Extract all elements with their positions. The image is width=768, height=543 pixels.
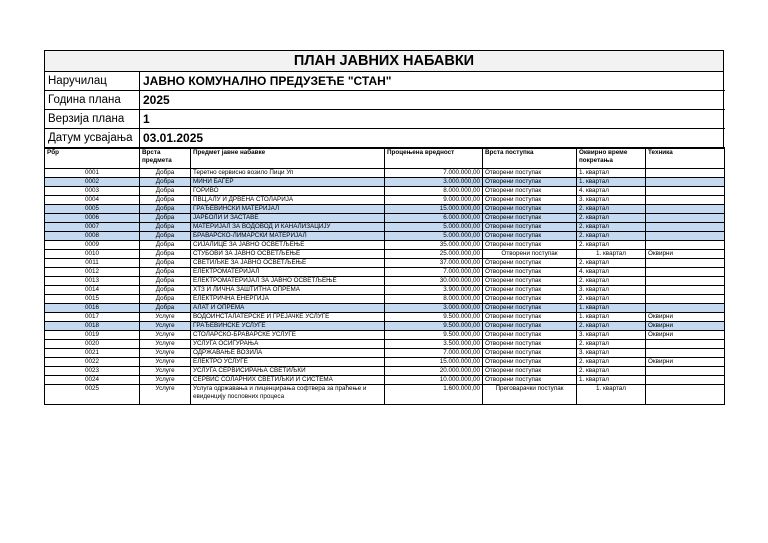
technique-cell: Оквирни [646, 313, 725, 322]
table-row [45, 178, 725, 187]
estimated-value-cell: 37.000.000,00 [385, 259, 483, 268]
procurement-subject-cell: УСЛУГА СЕРВИСИРАЊА СВЕТИЉКИ [191, 367, 385, 376]
item-type-cell: Добра [140, 187, 191, 196]
table-row [45, 196, 725, 205]
technique-cell: Оквирни [646, 250, 725, 259]
row-number-cell: 0011 [45, 259, 140, 268]
procurement-subject-cell: СИЈАЛИЦЕ ЗА ЈАВНО ОСВЕТЉЕЊЕ [191, 241, 385, 250]
table-row [45, 304, 725, 313]
procedure-type-cell: Отворени поступак [483, 214, 577, 223]
start-time-cell: 2. квартал [577, 205, 646, 214]
technique-cell [646, 205, 725, 214]
technique-cell [646, 376, 725, 385]
start-time-cell: 2. квартал [577, 340, 646, 349]
technique-cell [646, 277, 725, 286]
row-number-cell: 0021 [45, 349, 140, 358]
table-row [45, 367, 725, 376]
procurement-subject-cell: ГРАЂЕВИНСКИ МАТЕРИЈАЛ [191, 205, 385, 214]
procedure-type-cell: Отворени поступак [483, 196, 577, 205]
meta-label: Наручилац [45, 72, 140, 91]
item-type-cell: Услуге [140, 376, 191, 385]
procedure-type-cell: Отворени поступак [483, 304, 577, 313]
technique-cell [646, 223, 725, 232]
technique-cell [646, 241, 725, 250]
table-header-row [45, 149, 725, 169]
start-time-cell: 4. квартал [577, 187, 646, 196]
estimated-value-cell: 3.900.000,00 [385, 286, 483, 295]
item-type-cell: Добра [140, 232, 191, 241]
row-number-cell: 0003 [45, 187, 140, 196]
estimated-value-cell: 9.500.000,00 [385, 331, 483, 340]
technique-cell [646, 178, 725, 187]
start-time-cell: 2. квартал [577, 259, 646, 268]
row-number-cell: 0007 [45, 223, 140, 232]
procurement-subject-cell: СЕРВИС СОЛАРНИХ СВЕТИЉКИ И СИСТЕМА [191, 376, 385, 385]
meta-value: 1 [140, 110, 725, 129]
item-type-cell: Добра [140, 295, 191, 304]
procedure-type-cell: Отворени поступак [483, 169, 577, 178]
technique-cell [646, 169, 725, 178]
procurement-subject-cell: Теретно сервисно возило Пици Уп [191, 169, 385, 178]
table-row [45, 322, 725, 331]
item-type-cell: Добра [140, 286, 191, 295]
start-time-cell: 2. квартал [577, 367, 646, 376]
table-row [45, 313, 725, 322]
row-number-cell: 0014 [45, 286, 140, 295]
table-row [45, 340, 725, 349]
start-time-cell: 1. квартал [577, 178, 646, 187]
procedure-type-cell: Отворени поступак [483, 187, 577, 196]
start-time-cell: 3. квартал [577, 349, 646, 358]
item-type-cell: Услуге [140, 340, 191, 349]
meta-value: ЈАВНО КОМУНАЛНО ПРЕДУЗЕЋЕ "СТАН" [140, 72, 725, 91]
technique-cell [646, 304, 725, 313]
start-time-cell: 1. квартал [577, 385, 646, 405]
technique-cell [646, 187, 725, 196]
item-type-cell: Добра [140, 223, 191, 232]
estimated-value-cell: 5.000.000,00 [385, 232, 483, 241]
item-type-cell: Добра [140, 241, 191, 250]
technique-cell [646, 232, 725, 241]
item-type-cell: Добра [140, 277, 191, 286]
row-number-cell: 0019 [45, 331, 140, 340]
estimated-value-cell: 10.000.000,00 [385, 376, 483, 385]
procurement-subject-cell: МИНИ БАГЕР [191, 178, 385, 187]
procedure-type-cell: Отворени поступак [483, 331, 577, 340]
technique-cell [646, 349, 725, 358]
sheet-title: ПЛАН ЈАВНИХ НАБАВКИ [44, 50, 724, 71]
start-time-cell: 3. квартал [577, 286, 646, 295]
procedure-type-cell: Отворени поступак [483, 349, 577, 358]
procurement-subject-cell: БРАВАРСКО-ЛИМАРСКИ МАТЕРИЈАЛ [191, 232, 385, 241]
estimated-value-cell: 3.000.000,00 [385, 304, 483, 313]
column-header: Процењена вредност [385, 149, 483, 169]
item-type-cell: Услуге [140, 322, 191, 331]
table-row [45, 331, 725, 340]
meta-label: Верзија плана [45, 110, 140, 129]
technique-cell: Оквирни [646, 358, 725, 367]
start-time-cell: 3. квартал [577, 196, 646, 205]
row-number-cell: 0006 [45, 214, 140, 223]
procedure-type-cell: Отворени поступак [483, 223, 577, 232]
table-row [45, 250, 725, 259]
procurement-table [44, 148, 725, 405]
column-header: Оквирно време покретања [577, 149, 646, 169]
procurement-subject-cell: СТУБОВИ ЗА ЈАВНО ОСВЕТЉЕЊЕ [191, 250, 385, 259]
start-time-cell: 2. квартал [577, 322, 646, 331]
technique-cell [646, 286, 725, 295]
procedure-type-cell: Отворени поступак [483, 259, 577, 268]
column-header: Предмет јавне набавке [191, 149, 385, 169]
procedure-type-cell: Отворени поступак [483, 250, 577, 259]
row-number-cell: 0004 [45, 196, 140, 205]
procedure-type-cell: Отворени поступак [483, 376, 577, 385]
table-row [45, 232, 725, 241]
estimated-value-cell: 8.000.000,00 [385, 187, 483, 196]
item-type-cell: Услуге [140, 331, 191, 340]
start-time-cell: 1. квартал [577, 376, 646, 385]
procurement-subject-cell: Услуга одржавања и лиценцирања софтвера за праћење и евиденцију пословних процеса [191, 385, 385, 405]
item-type-cell: Услуге [140, 358, 191, 367]
technique-cell: Оквирни [646, 331, 725, 340]
start-time-cell: 1. квартал [577, 250, 646, 259]
row-number-cell: 0002 [45, 178, 140, 187]
start-time-cell: 2. квартал [577, 214, 646, 223]
estimated-value-cell: 3.500.000,00 [385, 340, 483, 349]
row-number-cell: 0008 [45, 232, 140, 241]
column-header: Техника [646, 149, 725, 169]
table-row [45, 349, 725, 358]
item-type-cell: Добра [140, 268, 191, 277]
procedure-type-cell: Отворени поступак [483, 178, 577, 187]
procurement-subject-cell: ЕЛЕКТРОМАТЕРИЈАЛ ЗА ЈАВНО ОСВЕТЉЕЊЕ [191, 277, 385, 286]
procedure-type-cell: Отворени поступак [483, 295, 577, 304]
technique-cell [646, 367, 725, 376]
table-row [45, 385, 725, 405]
row-number-cell: 0005 [45, 205, 140, 214]
row-number-cell: 0024 [45, 376, 140, 385]
estimated-value-cell: 6.000.000,00 [385, 214, 483, 223]
start-time-cell: 2. квартал [577, 277, 646, 286]
start-time-cell: 2. квартал [577, 232, 646, 241]
estimated-value-cell: 20.000.000,00 [385, 367, 483, 376]
procurement-sheet [44, 50, 724, 405]
item-type-cell: Услуге [140, 385, 191, 405]
table-row [45, 259, 725, 268]
table-row [45, 376, 725, 385]
estimated-value-cell: 9.500.000,00 [385, 313, 483, 322]
start-time-cell: 2. квартал [577, 241, 646, 250]
procedure-type-cell: Отворени поступак [483, 322, 577, 331]
start-time-cell: 1. квартал [577, 169, 646, 178]
procedure-type-cell: Отворени поступак [483, 205, 577, 214]
row-number-cell: 0013 [45, 277, 140, 286]
start-time-cell: 2. квартал [577, 223, 646, 232]
estimated-value-cell: 9.500.000,00 [385, 322, 483, 331]
procedure-type-cell: Отворени поступак [483, 286, 577, 295]
procurement-subject-cell: ВОДОИНСТАЛАТЕРСКЕ И ГРЕЈАЧКЕ УСЛУГЕ [191, 313, 385, 322]
estimated-value-cell: 15.000.000,00 [385, 358, 483, 367]
estimated-value-cell: 7.000.000,00 [385, 349, 483, 358]
row-number-cell: 0018 [45, 322, 140, 331]
procedure-type-cell: Отворени поступак [483, 277, 577, 286]
table-row [45, 295, 725, 304]
procurement-subject-cell: ПВЦ,АЛУ И ДРВЕНА СТОЛАРИЈА [191, 196, 385, 205]
table-row [45, 223, 725, 232]
row-number-cell: 0015 [45, 295, 140, 304]
technique-cell [646, 259, 725, 268]
estimated-value-cell: 15.000.000,00 [385, 205, 483, 214]
estimated-value-cell: 5.000.000,00 [385, 223, 483, 232]
procedure-type-cell: Отворени поступак [483, 232, 577, 241]
row-number-cell: 0020 [45, 340, 140, 349]
item-type-cell: Добра [140, 214, 191, 223]
item-type-cell: Услуге [140, 367, 191, 376]
estimated-value-cell: 30.000.000,00 [385, 277, 483, 286]
table-row [45, 187, 725, 196]
column-header: Врста поступка [483, 149, 577, 169]
procurement-subject-cell: ЕЛЕКТРО УСЛУГЕ [191, 358, 385, 367]
start-time-cell: 4. квартал [577, 268, 646, 277]
estimated-value-cell: 25.000.000,00 [385, 250, 483, 259]
meta-value: 03.01.2025 [140, 129, 725, 148]
row-number-cell: 0010 [45, 250, 140, 259]
table-row [45, 241, 725, 250]
meta-label: Година плана [45, 91, 140, 110]
estimated-value-cell: 8.000.000,00 [385, 295, 483, 304]
item-type-cell: Добра [140, 205, 191, 214]
item-type-cell: Добра [140, 169, 191, 178]
row-number-cell: 0022 [45, 358, 140, 367]
meta-label: Датум усвајања [45, 129, 140, 148]
procedure-type-cell: Отворени поступак [483, 367, 577, 376]
procurement-subject-cell: ХТЗ И ЛИЧНА ЗАШТИТНА ОПРЕМА [191, 286, 385, 295]
start-time-cell: 1. квартал [577, 313, 646, 322]
procurement-subject-cell: ГОРИВО [191, 187, 385, 196]
estimated-value-cell: 7.000.000,00 [385, 169, 483, 178]
procurement-subject-cell: СТОЛАРСКО-БРАВАРСКЕ УСЛУГЕ [191, 331, 385, 340]
procurement-subject-cell: ЈАРБОЛИ И ЗАСТАВЕ [191, 214, 385, 223]
item-type-cell: Добра [140, 196, 191, 205]
estimated-value-cell: 7.000.000,00 [385, 268, 483, 277]
procurement-subject-cell: ОДРЖАВАЊЕ ВОЗИЛА [191, 349, 385, 358]
column-header: Рбр [45, 149, 140, 169]
procurement-subject-cell: СВЕТИЉКЕ ЗА ЈАВНО ОСВЕТЉЕЊЕ [191, 259, 385, 268]
plan-meta [44, 71, 724, 148]
procedure-type-cell: Отворени поступак [483, 340, 577, 349]
procedure-type-cell: Отворени поступак [483, 358, 577, 367]
technique-cell [646, 196, 725, 205]
item-type-cell: Добра [140, 304, 191, 313]
table-row [45, 214, 725, 223]
procedure-type-cell: Преговарачки поступак [483, 385, 577, 405]
procurement-subject-cell: ЕЛЕКТРИЧНА ЕНЕРГИЈА [191, 295, 385, 304]
technique-cell: Оквирни [646, 322, 725, 331]
item-type-cell: Добра [140, 178, 191, 187]
row-number-cell: 0009 [45, 241, 140, 250]
item-type-cell: Добра [140, 259, 191, 268]
procurement-subject-cell: АЛАТ И ОПРЕМА [191, 304, 385, 313]
procurement-subject-cell: ГРАЂЕВИНСКЕ УСЛУГЕ [191, 322, 385, 331]
row-number-cell: 0001 [45, 169, 140, 178]
technique-cell [646, 214, 725, 223]
procedure-type-cell: Отворени поступак [483, 313, 577, 322]
technique-cell [646, 340, 725, 349]
start-time-cell: 3. квартал [577, 331, 646, 340]
row-number-cell: 0016 [45, 304, 140, 313]
table-row [45, 268, 725, 277]
column-header: Врста предмета [140, 149, 191, 169]
technique-cell [646, 295, 725, 304]
item-type-cell: Услуге [140, 313, 191, 322]
estimated-value-cell: 1.600.000,00 [385, 385, 483, 405]
technique-cell [646, 268, 725, 277]
technique-cell [646, 385, 725, 405]
row-number-cell: 0025 [45, 385, 140, 405]
start-time-cell: 2. квартал [577, 295, 646, 304]
start-time-cell: 2. квартал [577, 358, 646, 367]
start-time-cell: 1. квартал [577, 304, 646, 313]
table-row [45, 286, 725, 295]
row-number-cell: 0012 [45, 268, 140, 277]
table-row [45, 205, 725, 214]
estimated-value-cell: 9.000.000,00 [385, 196, 483, 205]
estimated-value-cell: 35.000.000,00 [385, 241, 483, 250]
table-row [45, 358, 725, 367]
procurement-subject-cell: УСЛУГА ОСИГУРАЊА [191, 340, 385, 349]
procedure-type-cell: Отворени поступак [483, 268, 577, 277]
row-number-cell: 0017 [45, 313, 140, 322]
estimated-value-cell: 3.000.000,00 [385, 178, 483, 187]
item-type-cell: Услуге [140, 349, 191, 358]
item-type-cell: Добра [140, 250, 191, 259]
table-row [45, 169, 725, 178]
row-number-cell: 0023 [45, 367, 140, 376]
procurement-subject-cell: МАТЕРИЈАЛ ЗА ВОДОВОД И КАНАЛИЗАЦИЈУ [191, 223, 385, 232]
procedure-type-cell: Отворени поступак [483, 241, 577, 250]
table-row [45, 277, 725, 286]
procurement-subject-cell: ЕЛЕКТРОМАТЕРИЈАЛ [191, 268, 385, 277]
meta-value: 2025 [140, 91, 725, 110]
